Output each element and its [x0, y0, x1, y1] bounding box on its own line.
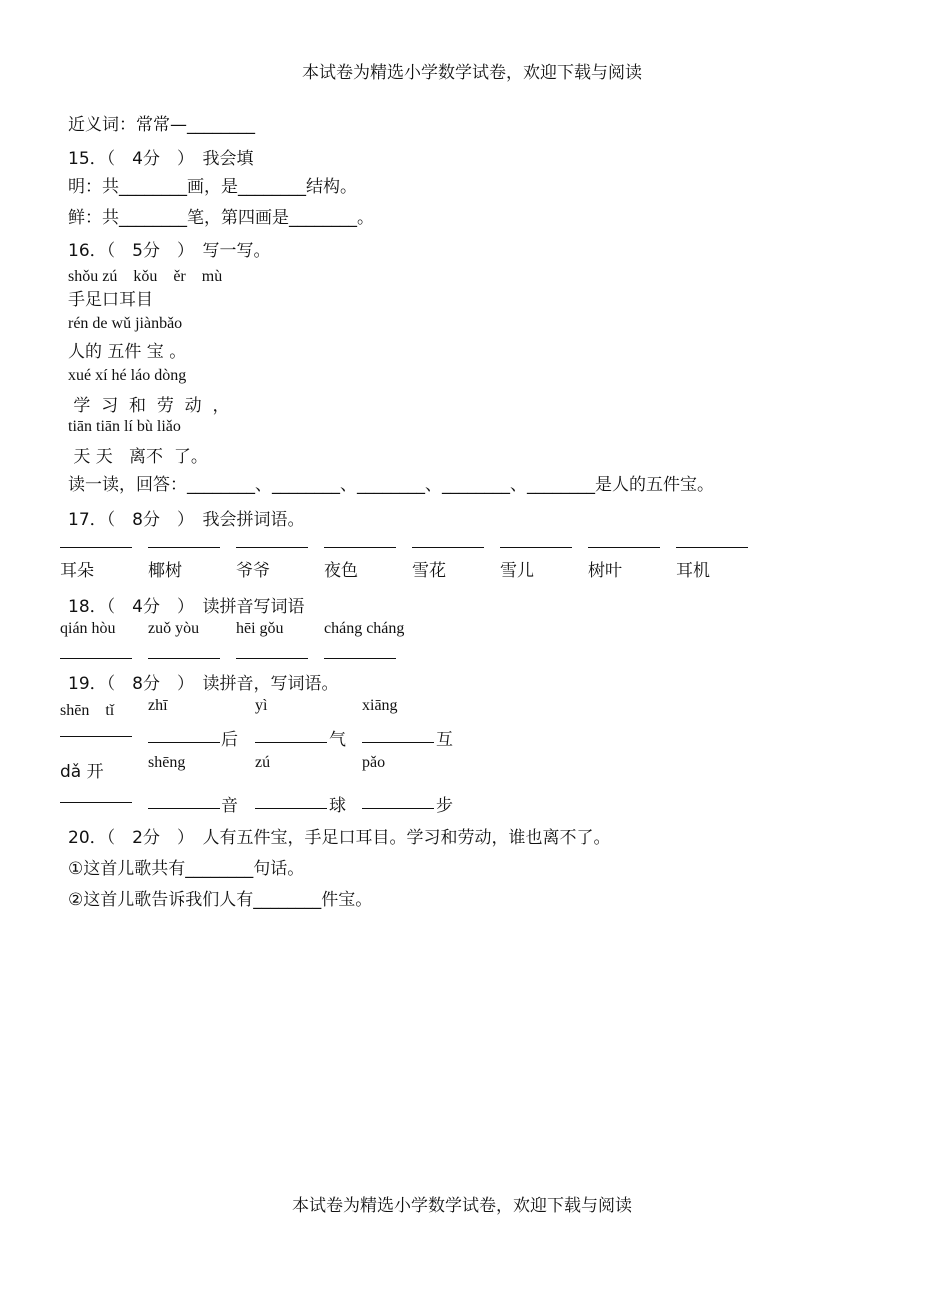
q16-pinyin-2: rén de wǔ jiànbǎo — [68, 315, 183, 332]
q19-blank-line[interactable] — [148, 808, 220, 809]
q16-answer-line: 读一读，回答：________、________、________、________、________是人的五件宝。 — [68, 475, 714, 495]
q19-blank-line[interactable] — [362, 808, 434, 809]
q17-blank-line[interactable] — [500, 547, 572, 548]
page-footer: 本试卷为精选小学数学试卷，欢迎下载与阅读 — [292, 1196, 632, 1216]
q18-blank-line[interactable] — [60, 658, 132, 659]
q19-pinyin: shēn tǐ — [60, 702, 115, 719]
synonym-blank[interactable]: ________ — [187, 115, 255, 135]
q16-hanzi-1: 手足口耳目 — [68, 290, 153, 310]
q18-blank-line[interactable] — [148, 658, 220, 659]
q16-heading: 16．（ 5分 ） 写一写。 — [68, 241, 271, 261]
q17-word: 爷爷 — [236, 561, 270, 581]
q20-sentence-1: ①这首儿歌共有________句话。 — [68, 859, 305, 879]
q19-char: 音 — [221, 796, 238, 816]
q17-blank-line[interactable] — [236, 547, 308, 548]
q19-pinyin: pǎo — [362, 754, 386, 771]
q19-char: 步 — [436, 796, 453, 816]
q19-char: 球 — [329, 796, 346, 816]
q17-word: 夜色 — [324, 561, 358, 581]
q18-heading: 18．（ 4分 ） 读拼音写词语 — [68, 597, 305, 617]
q20-sentence-2: ②这首儿歌告诉我们人有________件宝。 — [68, 890, 373, 910]
q18-pinyin: zuǒ yòu — [148, 620, 200, 637]
q16-hanzi-2: 人的 五件 宝 。 — [68, 342, 187, 362]
q17-blank-line[interactable] — [324, 547, 396, 548]
q17-word: 雪儿 — [500, 561, 534, 581]
q16-hanzi-3: 学 习 和 劳 动 ， — [68, 396, 230, 416]
q17-blank-line[interactable] — [148, 547, 220, 548]
q19-pinyin: xiāng — [362, 697, 398, 714]
q17-heading: 17．（ 8分 ） 我会拼词语。 — [68, 510, 305, 530]
q16-pinyin-1: shǒu zú kǒu ěr mù — [68, 268, 223, 285]
q19-blank-line[interactable] — [362, 742, 434, 743]
q19-char: 气 — [329, 730, 346, 750]
q16-pinyin-3: xué xí hé láo dòng — [68, 367, 187, 384]
q19-pinyin-first-row2: dǎ 开 — [60, 762, 104, 782]
q15-row-xian: 鲜：共________笔，第四画是________。 — [68, 208, 374, 228]
q15-heading: 15．（ 4分 ） 我会填 — [68, 149, 254, 169]
q18-pinyin: hēi gǒu — [236, 620, 284, 637]
q17-blank-line[interactable] — [60, 547, 132, 548]
q19-pinyin: zú — [255, 754, 271, 771]
q17-word: 树叶 — [588, 561, 622, 581]
q19-pinyin: zhī — [148, 697, 168, 714]
q19-pinyin: shēng — [148, 754, 186, 771]
q17-word: 耳机 — [676, 561, 710, 581]
q18-pinyin: qián hòu — [60, 620, 116, 637]
q17-word: 耳朵 — [60, 561, 94, 581]
q18-blank-line[interactable] — [324, 658, 396, 659]
q19-blank-line[interactable] — [148, 742, 220, 743]
q17-blank-line[interactable] — [412, 547, 484, 548]
q19-heading: 19．（ 8分 ） 读拼音，写词语。 — [68, 674, 339, 694]
q17-word: 雪花 — [412, 561, 446, 581]
q19-blank-line[interactable] — [60, 802, 132, 803]
q15-row-ming: 明：共________画，是________结构。 — [68, 177, 357, 197]
q19-char: 互 — [436, 730, 453, 750]
q17-blank-line[interactable] — [676, 547, 748, 548]
q18-pinyin: cháng cháng — [324, 620, 405, 637]
synonym-label: 近义词：常常— — [68, 115, 187, 135]
q19-blank-line[interactable] — [60, 736, 132, 737]
q16-hanzi-4: 天 天 离不 了。 — [68, 447, 208, 467]
synonym-line — [68, 110, 255, 135]
q19-blank-line[interactable] — [255, 808, 327, 809]
q19-pinyin: yì — [255, 697, 268, 714]
q17-word: 椰树 — [148, 561, 182, 581]
page-header: 本试卷为精选小学数学试卷，欢迎下载与阅读 — [302, 63, 642, 83]
q19-char: 后 — [221, 730, 238, 750]
q18-blank-line[interactable] — [236, 658, 308, 659]
q20-heading: 20．（ 2分 ） 人有五件宝，手足口耳目。学习和劳动，谁也离不了。 — [68, 828, 611, 848]
q17-blank-line[interactable] — [588, 547, 660, 548]
q16-pinyin-4: tiān tiān lí bù liǎo — [68, 418, 181, 435]
q19-blank-line[interactable] — [255, 742, 327, 743]
